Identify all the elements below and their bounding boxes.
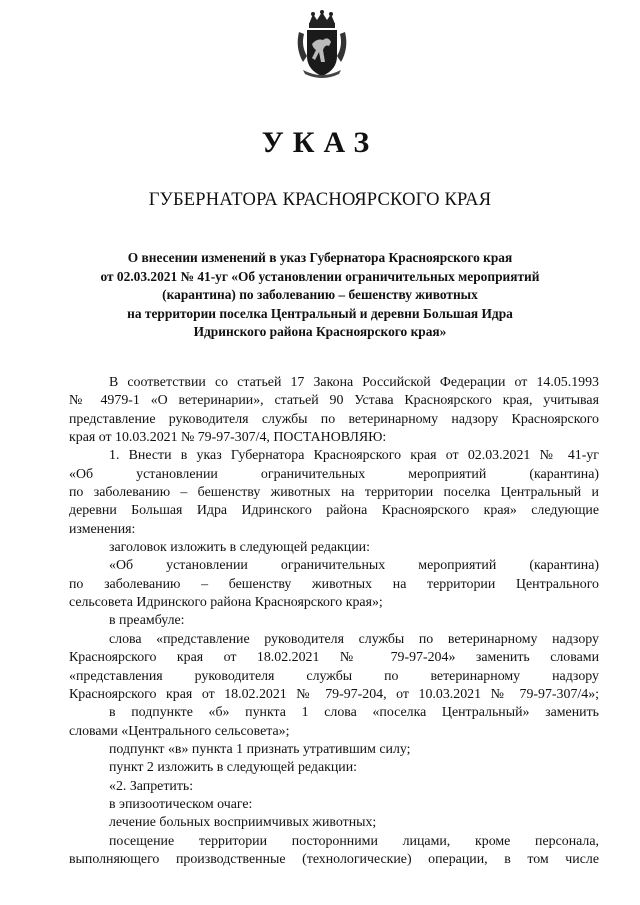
- body-line: представление руководителя службы по ветеринарному надзору Красноярского: [69, 411, 599, 427]
- body-line: словами «Центрального сельсовета»;: [69, 723, 290, 739]
- body-line: деревни Большая Идра Идринского района Красноярского края» следующие: [69, 503, 599, 519]
- coat-of-arms-emblem: [295, 10, 349, 80]
- body-line: «представления руководителя службы по ветеринарному надзору: [69, 668, 599, 684]
- body-line: В соответствии со статьей 17 Закона Российской Федерации от 14.05.1993: [109, 375, 599, 390]
- heading-line: Идринского района Красноярского края»: [193, 324, 447, 340]
- body-line: № 4979-1 «О ветеринарии», статьей 90 Устава Красноярского края, учитывая: [69, 393, 599, 409]
- body-line: по заболеванию – бешенству животных на территории поселка Центральный и: [69, 485, 599, 501]
- body-line: лечение больных восприимчивых животных;: [109, 815, 377, 831]
- document-subtitle: ГУБЕРНАТОРА КРАСНОЯРСКОГО КРАЯ: [148, 190, 492, 210]
- body-line: «Об установлении ограничительных мероприятий (карантина): [109, 558, 599, 574]
- body-line: Красноярского края от 18.02.2021 № 79-97-204» заменить словами: [69, 650, 599, 666]
- body-line: в преамбуле:: [109, 613, 185, 629]
- body-line: Красноярского края от 18.02.2021 № 79-97-204, от 10.03.2021 № 79-97-307/4»;: [69, 686, 599, 702]
- body-line: «2. Запретить:: [109, 778, 194, 794]
- decree-body: [69, 374, 599, 869]
- heading-line: от 02.03.2021 № 41-уг «Об установлении ограничительных мероприятий: [100, 268, 540, 284]
- body-line: посещение территории посторонними лицами, кроме персонала,: [109, 833, 599, 849]
- heading-line: О внесении изменений в указ Губернатора Красноярского края: [127, 250, 513, 265]
- body-line: в подпункте «б» пункта 1 слова «поселка Центральный» заменить: [109, 705, 599, 721]
- body-line: 1. Внести в указ Губернатора Красноярского края от 02.03.2021 № 41-уг: [109, 448, 599, 464]
- document-title: УКАЗ: [261, 126, 379, 159]
- heading-line: (карантина) по заболеванию – бешенству животных: [162, 287, 478, 303]
- body-line: «Об установлении ограничительных мероприятий (карантина): [69, 466, 599, 482]
- body-line: края от 10.03.2021 № 79-97-307/4, ПОСТАНОВЛЯЮ:: [69, 430, 387, 446]
- body-line: пункт 2 изложить в следующей редакции:: [109, 760, 358, 776]
- body-line: выполняющего производственные (технологические) операции, в том числе: [69, 851, 599, 867]
- body-line: сельсовета Идринского района Красноярского края»;: [69, 595, 383, 611]
- body-line: изменения:: [69, 521, 136, 537]
- body-line: заголовок изложить в следующей редакции:: [109, 540, 370, 556]
- body-line: по заболеванию – бешенству животных на территории Центрального: [69, 576, 599, 592]
- body-line: слова «представление руководителя службы по ветеринарному надзору: [109, 631, 599, 647]
- heading-line: на территории поселка Центральный и деревни Большая Идра: [127, 305, 513, 321]
- body-line: подпункт «в» пункта 1 признать утратившим силу;: [109, 741, 411, 757]
- body-line: в эпизоотическом очаге:: [109, 796, 253, 812]
- decree-heading: [60, 249, 580, 342]
